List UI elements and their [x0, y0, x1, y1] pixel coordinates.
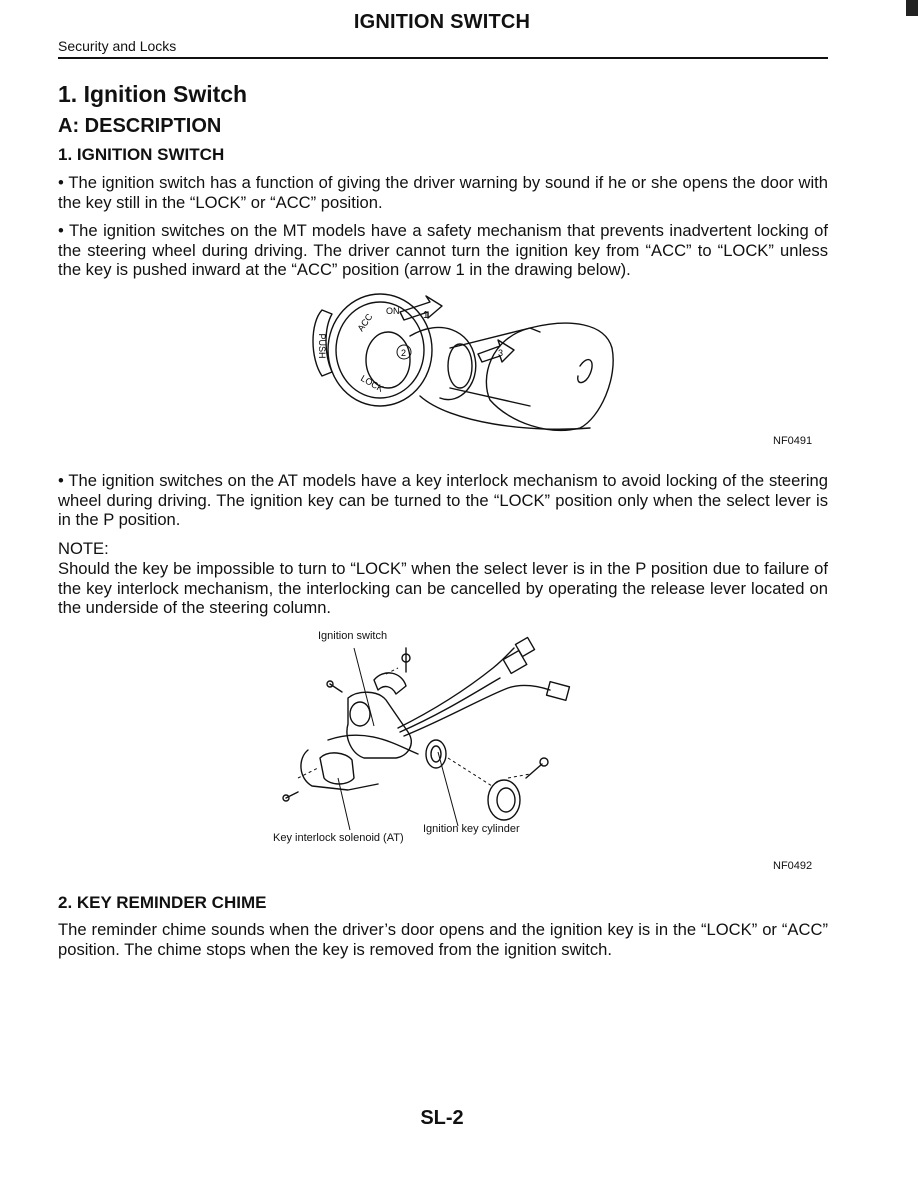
paragraph-warning-sound: • The ignition switch has a function of giving the driver warning by sound if he or she opens the door with the key still in the “LOCK” or “ACC” position.: [58, 173, 828, 212]
on-label: ON: [386, 306, 400, 316]
page-header-section: Security and Locks: [58, 38, 177, 54]
acc-label: ACC: [355, 311, 375, 334]
topic-heading-ignition-switch: 1. IGNITION SWITCH: [58, 145, 225, 164]
subsection-heading: A: DESCRIPTION: [58, 115, 222, 137]
section-heading: 1. Ignition Switch: [58, 81, 248, 107]
callout-ignition-key-cylinder: Ignition key cylinder: [423, 823, 520, 835]
ignition-key-cylinder-figure: [300, 288, 620, 438]
header-divider: [58, 57, 828, 59]
figure-id-nf0491: NF0491: [773, 435, 813, 447]
note-label: NOTE:: [58, 539, 109, 558]
callout-ignition-switch: Ignition switch: [318, 630, 388, 642]
figure-id-nf0492: NF0492: [773, 860, 813, 872]
arrow-1-label: 1: [423, 310, 429, 321]
callout-key-interlock-solenoid: Key interlock solenoid (AT): [273, 832, 404, 844]
arrow-3-label: 3: [498, 348, 504, 358]
page-header-title: IGNITION SWITCH: [353, 11, 531, 33]
page-number: SL-2: [420, 1107, 464, 1129]
ignition-switch-assembly-figure: [268, 628, 578, 850]
arrow-2-label: 2: [401, 348, 407, 358]
paragraph-mt-safety: • The ignition switches on the MT models have a safety mechanism that prevents inadvertent locking of the steering wheel during driving. The driver cannot turn the ignition key from “ACC” to “LOCK” unless the key is pushed inward at the “ACC” position (arrow 1 in the drawing below).: [58, 221, 828, 279]
paragraph-reminder-chime: The reminder chime sounds when the driver’s door opens and the ignition key is in the “LOCK” or “ACC” position. The chime stops when the key is removed from the ignition switch.: [58, 920, 828, 959]
paragraph-at-interlock: • The ignition switches on the AT models have a key interlock mechanism to avoid locking of the steering wheel during driving. The ignition key can be turned to the “LOCK” position only when the select lever is in the P position.: [58, 471, 828, 529]
lock-label: LOCK: [359, 373, 386, 394]
note-text: Should the key be impossible to turn to “LOCK” when the select lever is in the P position due to failure of the key interlock mechanism, the interlocking can be cancelled by operating the release lever located on the underside of the steering column.: [58, 559, 828, 617]
scan-corner-mark: [906, 0, 918, 16]
push-label: PUSH: [317, 333, 327, 359]
topic-heading-key-reminder-chime: 2. KEY REMINDER CHIME: [58, 893, 267, 912]
